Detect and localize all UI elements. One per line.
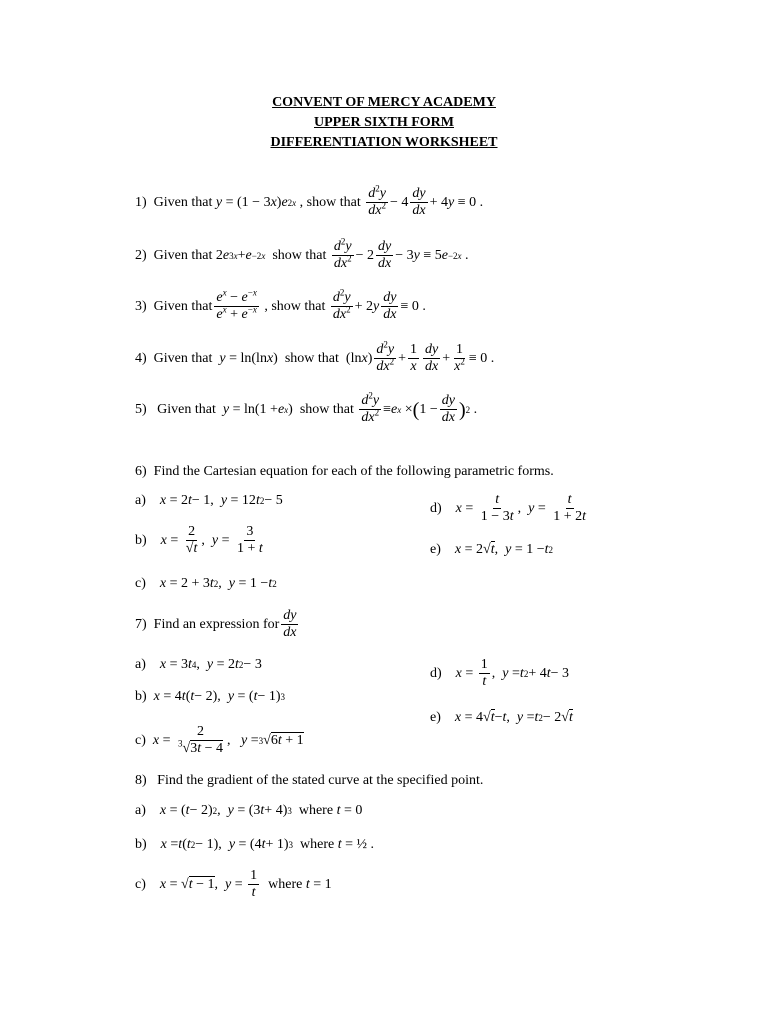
q3-show: , show that: [264, 298, 326, 314]
label-d: d): [430, 665, 442, 681]
q8-b: b) x = t ( t 2 − 1), y = (4 t + 1) 3 where t = ½ .: [135, 837, 375, 852]
form-name: UPPER SIXTH FORM: [314, 115, 454, 130]
q2-show: show that: [272, 247, 327, 263]
label-d: d): [430, 500, 442, 516]
label-e: e): [430, 541, 441, 557]
q6-a: a) x = 2 t − 1, y = 12 t 2 − 5: [135, 493, 283, 508]
q1-show: , show that: [299, 194, 361, 210]
q2-given: Given that: [153, 247, 213, 263]
label-c: c): [135, 576, 146, 591]
q1-given: Given that: [153, 194, 213, 210]
q7-a: a) x = 3 t 4 , y = 2 t 2 − 3: [135, 657, 262, 672]
q3-number: 3): [135, 298, 147, 314]
q1-d2y: $\frac{d^2y}{dx^2}$: [368, 183, 386, 218]
q6-text: Find the Cartesian equation for each of the following parametric forms.: [153, 464, 554, 479]
q6-e: e) x = 2√ t , y = 1 − t 2: [430, 541, 553, 557]
label-c: c): [135, 876, 146, 892]
question-3: 3) Given that $\frac{e^x - e^{-x}}{e^x + e^{-x}}$ , show that $\frac{d^2y}{dx^2}$ + 2 y $\frac{dy}{dx}$ ≡ 0 .: [135, 287, 426, 322]
where-a: where: [298, 803, 334, 818]
q4-given: Given that: [153, 350, 213, 366]
where-b: where: [300, 837, 335, 852]
q6-number: 6): [135, 464, 147, 479]
q8-c: c) x = √ t − 1 , y = $\frac{1}{t}$ where t = 1: [135, 868, 332, 900]
q7-text: Find an expression for: [153, 616, 280, 632]
q7-d: d) x = $\frac{1}{t}$ , y = t 2 + 4 t − 3: [430, 657, 570, 689]
question-1: 1) Given that y = (1 − 3 x ) e 2x , show that $\frac{d^2y}{dx^2}$ − 4 $\frac{dy}{dx}$ + 4 y ≡ 0 .: [135, 183, 484, 218]
q1-expr: y: [215, 194, 223, 210]
q5-number: 5): [135, 401, 147, 417]
worksheet-title: DIFFERENTIATION WORKSHEET: [270, 135, 498, 150]
label-e: e): [430, 709, 441, 725]
question-8: [135, 773, 483, 789]
q7-number: 7): [135, 616, 147, 632]
q6-c: c) x = 2 + 3 t 2 , y = 1 − t 2: [135, 576, 277, 591]
q7-c: c) x = $\frac{2}{^3√3t - 4}$ , y = 3 √ 6t + 1: [135, 724, 304, 756]
label-b: b): [135, 837, 147, 852]
q3-given: Given that: [153, 298, 213, 314]
q7-e: e) x = 4√ t − t , y = t 2 − 2√ t: [430, 709, 573, 725]
question-4: 4) Given that y = ln(ln x ) show that (ln x ) $\frac{d^2y}{dx^2}$ + $\frac{1}{x}$ $\frac{dy}{dx}$ + $\frac{1}{x^2}$ ≡ 0 .: [135, 339, 495, 374]
label-a: a): [135, 493, 146, 508]
q4-show: show that: [284, 350, 339, 366]
where-c: where: [268, 876, 303, 892]
label-b: b): [135, 689, 147, 704]
question-7: 7) Find an expression for $\frac{dy}{dx}$: [135, 608, 297, 640]
school-name: CONVENT OF MERCY ACADEMY: [272, 95, 496, 110]
q8-number: 8): [135, 773, 147, 788]
q6-d: d) x = $\frac{t}{1 - 3t}$ , y = $\frac{t}{1 + 2t}$: [430, 492, 587, 524]
q8-text: Find the gradient of the stated curve at the specified point.: [157, 773, 484, 788]
q7-b: b) x = 4 t ( t − 2), y = ( t − 1) 3: [135, 689, 286, 704]
q5-show: show that: [299, 401, 354, 417]
q1-dy: $\frac{dy}{dx}$: [412, 186, 426, 218]
q5-given: Given that: [157, 401, 216, 417]
q2-number: 2): [135, 247, 147, 263]
label-a: a): [135, 803, 146, 818]
q4-number: 4): [135, 350, 147, 366]
question-6: [135, 464, 554, 480]
question-5: 5) Given that y = ln(1 + e x ) show that $\frac{d^2y}{dx^2}$ ≡ e x × ( 1 − $\frac{dy}{dx}$ ) 2 .: [135, 390, 478, 425]
label-b: b): [135, 532, 147, 548]
q1-number: 1): [135, 194, 147, 210]
q8-a: a) x = ( t − 2) 2 , y = (3 t + 4) 3 where t = 0: [135, 803, 363, 818]
question-2: 2) Given that 2 e 3x + e −2x show that $\frac{d^2y}{dx^2}$ − 2 $\frac{dy}{dx}$ − 3 y ≡ 5 e −2x .: [135, 236, 469, 271]
q6-b: b) x = $\frac{2}{√t}$ , y = $\frac{3}{1 + t}$: [135, 524, 263, 556]
label-c: c): [135, 732, 146, 748]
worksheet-header: [0, 93, 768, 153]
label-a: a): [135, 657, 146, 672]
